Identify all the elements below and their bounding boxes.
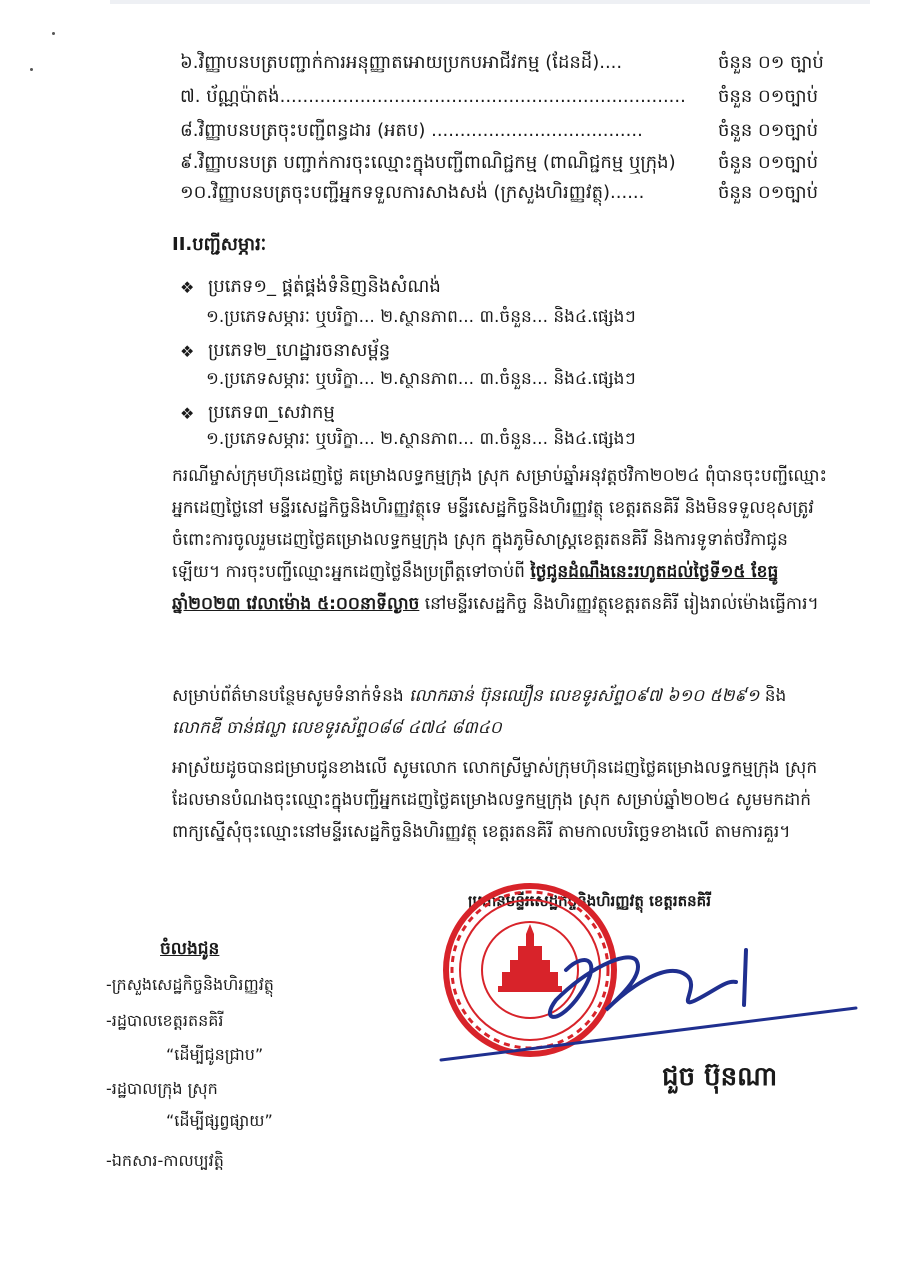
- list-item-text: ៧. ប័ណ្ណប៉ាតង់.......................................................................: [180, 86, 686, 107]
- paragraph-text: និង: [759, 686, 787, 706]
- page-top-edge: [110, 0, 870, 4]
- registration-deadline: ថ្ងៃជូនដំណឹងនេះរហូតដល់ថ្ងៃទី១៥ ខែធ្នូ ឆ្នាំ២០២៣ វេលាម៉ោង ៥:០០នាទីល្ងាច: [172, 562, 779, 614]
- diamond-bullet-icon: ❖: [180, 278, 195, 297]
- diamond-bullet-icon: ❖: [180, 342, 195, 361]
- list-item-text: ៦.វិញ្ញាបនបត្របញ្ជាក់ការអនុញ្ញាតអោយប្រកបអាជីវកម្ម (ដែនដី)....: [180, 52, 623, 73]
- category-title: ប្រភេទ២_ហេដ្ឋារចនាសម្ព័ន្ធ: [208, 340, 391, 361]
- cc-item: -ឯកសារ-កាលប្បវត្តិ: [106, 1151, 224, 1170]
- signatory-name: ជួច ប៊ុនណា: [662, 1062, 778, 1092]
- cc-item: -រដ្ឋបាលក្រុង ស្រុក: [106, 1079, 218, 1098]
- cc-item: “ដើម្បីផ្សព្វផ្សាយ”: [166, 1111, 273, 1130]
- section-title: II.បញ្ជីសម្ភារៈ: [172, 234, 267, 255]
- signatory-title: ប្រធានមន្ទីរសេដ្ឋកិច្ចនិងហិរញ្ញវត្ថុ ខេត្តរតនគិរី: [468, 892, 711, 910]
- category-title: ប្រភេទ៣_សេវាកម្ម: [208, 402, 335, 423]
- cc-item: -រដ្ឋបាលខេត្តរតនគិរី: [106, 1011, 224, 1030]
- paragraph-text: នៅមន្ទីរសេដ្ឋកិច្ច និងហិរញ្ញវត្ថុខេត្តរតនគិរី រៀងរាល់ម៉ោងធ្វើការ។: [419, 594, 819, 614]
- diamond-bullet-icon: ❖: [180, 404, 195, 423]
- contact-person-2: លោកឌី ចាន់ផល្លា លេខទូរស័ព្ទ០៨៨ ៤៧៤ ៨៣៤០: [172, 718, 502, 738]
- category-subtitle: ១.ប្រភេទសម្ភារៈ ឬបរិក្ខា... ២.ស្ថានភាព... ៣.ចំនួន... និង៤.ផ្សេងៗ: [206, 429, 636, 449]
- list-item-text: ៩.វិញ្ញាបនបត្រ បញ្ជាក់ការចុះឈ្មោះក្នុងបញ្ជីពាណិជ្ជកម្ម (ពាណិជ្ជកម្ម ឬក្រុង): [180, 152, 676, 173]
- list-item-count: ចំនួន ០១ ច្បាប់: [718, 52, 824, 73]
- paragraph-text: សម្រាប់ព័ត៌មានបន្ថែមសូមទំនាក់ទំនង: [172, 686, 410, 706]
- contact-paragraph: [172, 680, 832, 744]
- list-item-count: ចំនួន ០១ច្បាប់: [718, 120, 819, 141]
- signature-icon: [436, 930, 866, 1070]
- cc-item: “ដើម្បីជូនជ្រាប”: [166, 1045, 264, 1064]
- cc-item: -ក្រសួងសេដ្ឋកិច្ចនិងហិរញ្ញវត្ថុ: [106, 975, 274, 994]
- category-subtitle: ១.ប្រភេទសម្ភារៈ ឬបរិក្ខា... ២.ស្ថានភាព... ៣.ចំនួន... និង៤.ផ្សេងៗ: [206, 307, 636, 327]
- registration-paragraph: [172, 460, 832, 620]
- list-item-text: ៨.វិញ្ញាបនបត្រចុះបញ្ជីពន្ធដារ (អតប) .....................................: [180, 120, 643, 141]
- category-title: ប្រភេទ១_ ផ្គត់ផ្គង់ទំនិញនិងសំណង់: [208, 276, 441, 297]
- category-subtitle: ១.ប្រភេទសម្ភារៈ ឬបរិក្ខា... ២.ស្ថានភាព... ៣.ចំនួន... និង៤.ផ្សេងៗ: [206, 369, 636, 389]
- list-item-count: ចំនួន ០១ច្បាប់: [718, 182, 819, 203]
- contact-person-1: លោកឆាន់ ប៊ុនឈឿន លេខទូរស័ព្ទ០៩៧ ៦១០ ៥២៩១: [409, 686, 760, 706]
- cc-title: ចំលងជូន: [160, 939, 220, 959]
- list-item-count: ចំនួន ០១ច្បាប់: [718, 86, 819, 107]
- scan-speck: [52, 32, 55, 35]
- paragraph-text: អាស្រ័យដូចបានជម្រាបជូនខាងលើ សូមលោក លោកស្រីម្ចាស់ក្រុមហ៊ុនដេញថ្លៃគម្រោងលទ្ធកម្មក្រុង ស្រុក ដែលមានបំណងចុះឈ្មោះក្នុងបញ្ជីអ្នកដេញថ្លៃគម្រោងលទ្ធកម្មក្រុង ស្រុក សម្រាប់ឆ្នាំ២០២៤ សូមមកដាក់ពាក្យស្នើសុំចុះឈ្មោះនៅមន្ទីរសេដ្ឋកិច្ចនិងហិរញ្ញវត្ថុ ខេត្តរតនគិរី តាមកាលបរិច្ឆេទខាងលើ តាមការគួរ។: [172, 758, 818, 842]
- scan-speck: [30, 68, 33, 71]
- list-item-count: ចំនួន ០១ច្បាប់: [718, 152, 819, 173]
- paragraph-text: ករណីម្ចាស់ក្រុមហ៊ុនដេញថ្លៃ គម្រោងលទ្ធកម្មក្រុង ស្រុក សម្រាប់ឆ្នាំអនុវត្តថវិកា២០២៤ ពុំបានចុះបញ្ជីឈ្មោះអ្នកដេញថ្លៃនៅ មន្ទីរសេដ្ឋកិច្ចនិងហិរញ្ញវត្ថុទេ មន្ទីរសេដ្ឋកិច្ចនិងហិរញ្ញវត្ថុ ខេត្តរតនគិរី និងមិនទទួលខុសត្រូវចំពោះការចូលរួមដេញថ្លៃគម្រោងលទ្ធកម្មក្រុង ស្រុក ក្នុងភូមិសាស្ត្រខេត្តរតនគិរី និងការទូទាត់ថវិកាជូនឡើយ។ ការចុះបញ្ជីឈ្មោះអ្នកដេញថ្លៃនឹងប្រព្រឹត្តទៅចាប់ពី: [172, 466, 827, 582]
- list-item-text: ១០.វិញ្ញាបនបត្រចុះបញ្ជីអ្នកទទួលការសាងសង់ (ក្រសួងហិរញ្ញវត្ថុ)......: [180, 182, 645, 203]
- closing-paragraph: [172, 752, 832, 848]
